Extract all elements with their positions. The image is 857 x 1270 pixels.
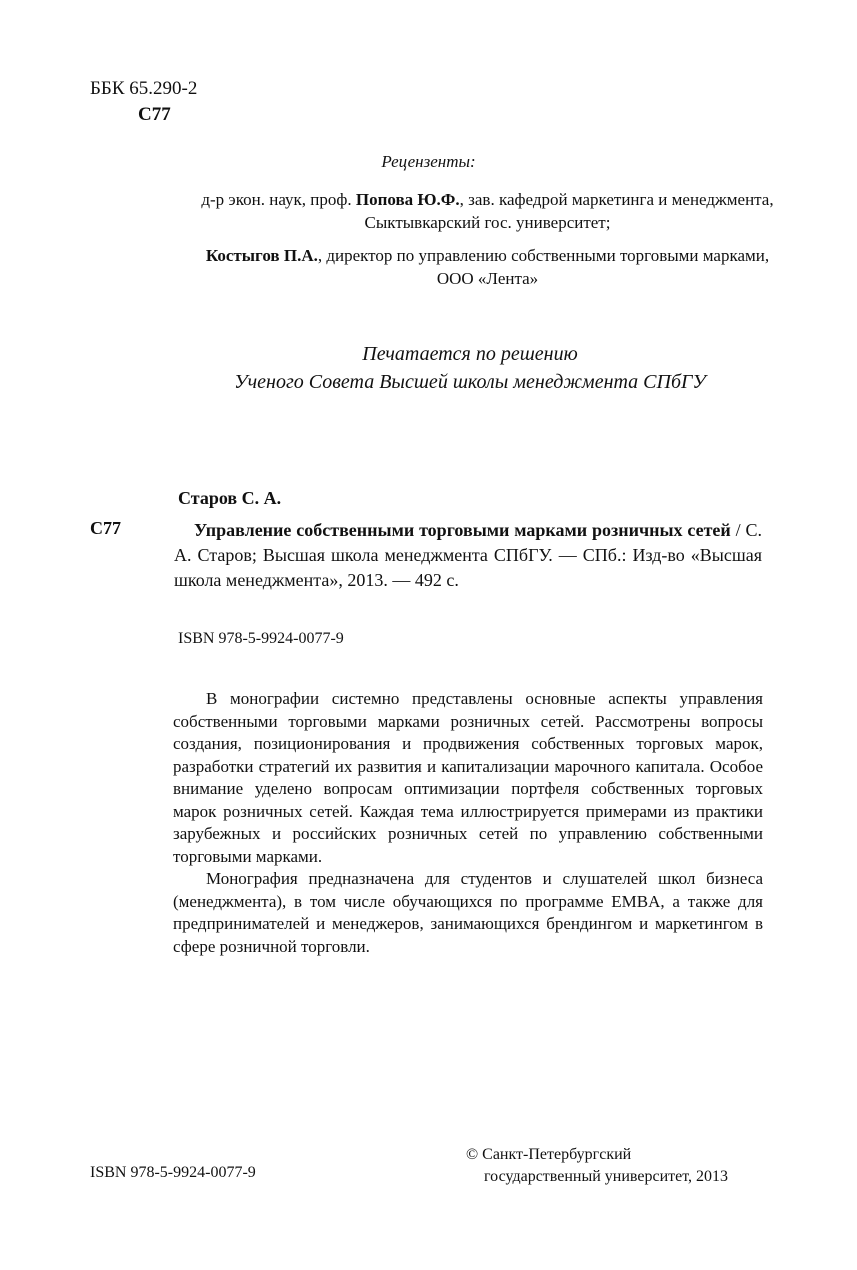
reviewers-title: Рецензенты:	[381, 152, 476, 171]
abstract-paragraph-2: Монография предназначена для студентов и слушателей школ бизнеса (менеджмента), в том числе обучающихся по программе EMBA, а также для предпринимателей и менеджеров, занимающихся брендингом и маркетингом в сфере розничной торговли.	[173, 869, 763, 956]
record-code: С77	[90, 518, 121, 538]
abstract	[173, 688, 763, 958]
copyright-block	[466, 1144, 728, 1188]
record-isbn: ISBN 978-5-9924-0077-9	[178, 630, 344, 647]
reviewer-1-suffix: , зав. кафедрой маркетинга и менеджмента, Сыктывкарский гос. университет;	[364, 190, 774, 232]
book-title: Управление собственными торговыми марками розничных сетей	[194, 520, 731, 540]
reviewer-2-name: Костыгов П.А.	[205, 246, 318, 265]
copyright-line-1: © Санкт-Петербургский	[466, 1146, 632, 1163]
printed-line-2: Ученого Совета Высшей школы менеджмента СПбГУ	[234, 371, 706, 393]
reviewer-2	[200, 244, 775, 290]
copyright-line-2: государственный университет, 2013	[484, 1168, 729, 1185]
reviewer-1-name: Попова Ю.Ф.	[355, 190, 460, 209]
reviewer-2-suffix: , директор по управлению собственными торговыми марками, ООО «Лента»	[317, 246, 770, 288]
bbk-block	[90, 76, 197, 128]
abstract-paragraph-1: В монографии системно представлены основные аспекты управления собственными торговыми марками розничных сетей. Рассмотрены вопросы создания, позиционирования и продвижения собственных торговых марок, разработки стратегий их развития и капитализации марочного капитала. Особое внимание уделено вопросам оптимизации портфеля собственных торговых марок розничных сетей. Каждая тема иллюстрируется примерами из практики зарубежных и российских розничных сетей по управлению собственными торговыми марками.	[173, 689, 763, 866]
record-author: Старов С. А.	[178, 488, 282, 508]
reviewer-1-prefix: д-р экон. наук, проф.	[201, 190, 356, 209]
printed-line-1: Печатается по решению	[362, 343, 578, 365]
reviewer-1	[200, 188, 775, 234]
bbk-author-mark: С77	[138, 104, 171, 125]
bibliographic-details: / С. А. Старов; Высшая школа менеджмента СПбГУ. — СПб.: Изд-во «Высшая школа менеджмента», 2013. — 492 с.	[174, 520, 762, 590]
printed-by-decision	[150, 340, 790, 396]
footer-isbn: ISBN 978-5-9924-0077-9	[90, 1164, 256, 1181]
bibliographic-record	[174, 518, 762, 593]
bbk-code: ББК 65.290-2	[90, 78, 198, 99]
